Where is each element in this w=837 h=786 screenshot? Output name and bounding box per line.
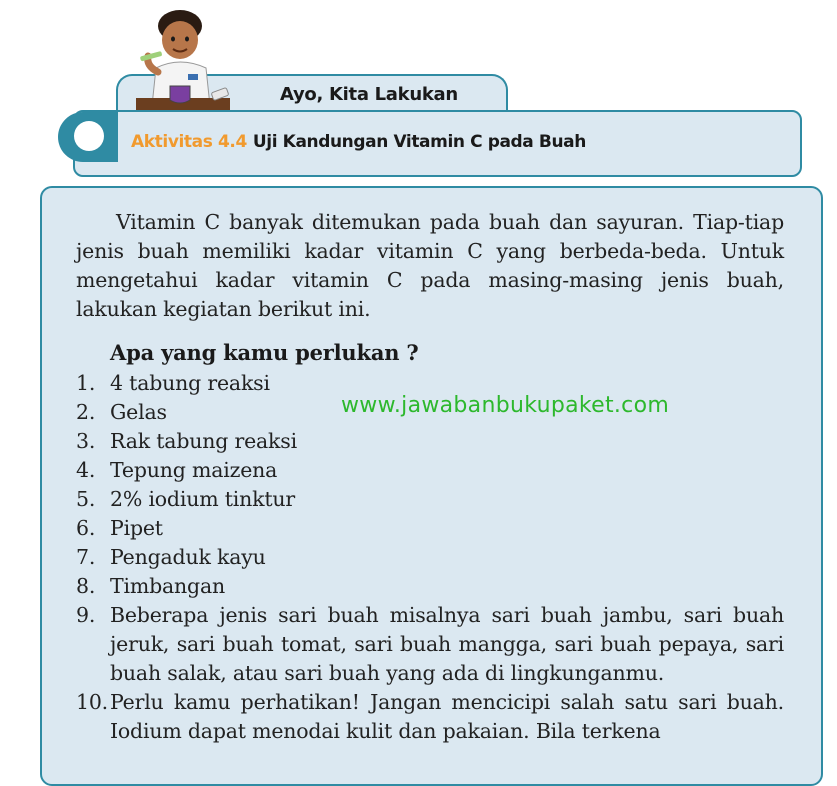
list-item-text: 2% iodium tinktur	[110, 487, 296, 511]
badge-circle-icon	[74, 121, 104, 151]
list-item-text: Pipet	[110, 516, 163, 540]
list-item-number: 4.	[76, 458, 96, 482]
list-item-number: 8.	[76, 574, 96, 598]
list-item-number: 2.	[76, 400, 96, 424]
list-item-text: Beberapa jenis sari buah misalnya sari buah jambu, sari buah jeruk, sari buah tomat, sari buah mangga, sari buah pepaya, sari buah salak, atau sari buah yang ada di lingkunganmu.	[110, 603, 784, 685]
section-title: Ayo, Kita Lakukan	[280, 84, 458, 105]
list-item	[76, 601, 784, 688]
activity-title: Uji Kandungan Vitamin C pada Buah	[252, 132, 586, 152]
list-item-number: 6.	[76, 516, 96, 540]
list-item-number: 10.	[76, 690, 109, 714]
list-item-text: Gelas	[110, 400, 167, 424]
list-item-text: 4 tabung reaksi	[110, 371, 270, 395]
materials-list	[76, 369, 784, 746]
activity-label: Aktivitas 4.4	[131, 132, 247, 152]
list-item	[76, 572, 784, 601]
list-item-number: 5.	[76, 487, 96, 511]
list-item-text: Pengaduk kayu	[110, 545, 266, 569]
list-item-number: 9.	[76, 603, 96, 627]
list-item	[76, 688, 784, 746]
student-character-illustration	[128, 6, 238, 116]
list-item-text: Tepung maizena	[110, 458, 278, 482]
list-item-text: Rak tabung reaksi	[110, 429, 297, 453]
intro-paragraph: Vitamin C banyak ditemukan pada buah dan sayuran. Tiap-tiap jenis buah memiliki kadar vitamin C yang berbeda-beda. Untuk mengetahui kadar vitamin C pada masing-masing jenis buah, lakukan kegiatan berikut ini.	[76, 210, 784, 321]
list-item	[76, 543, 784, 572]
list-item-number: 1.	[76, 371, 96, 395]
activity-heading	[131, 132, 586, 152]
list-item	[76, 485, 784, 514]
watermark-text: www.jawabanbukupaket.com	[341, 393, 670, 418]
list-item-text: Timbangan	[110, 574, 225, 598]
list-item	[76, 514, 784, 543]
list-item-number: 7.	[76, 545, 96, 569]
materials-subheading: Apa yang kamu perlukan ?	[110, 340, 419, 365]
list-item-number: 3.	[76, 429, 96, 453]
list-item-text: Perlu kamu perhatikan! Jangan mencicipi salah satu sari buah. Iodium dapat menodai kulit dan pakaian. Bila terkena	[110, 690, 784, 743]
list-item	[76, 456, 784, 485]
list-item	[76, 427, 784, 456]
